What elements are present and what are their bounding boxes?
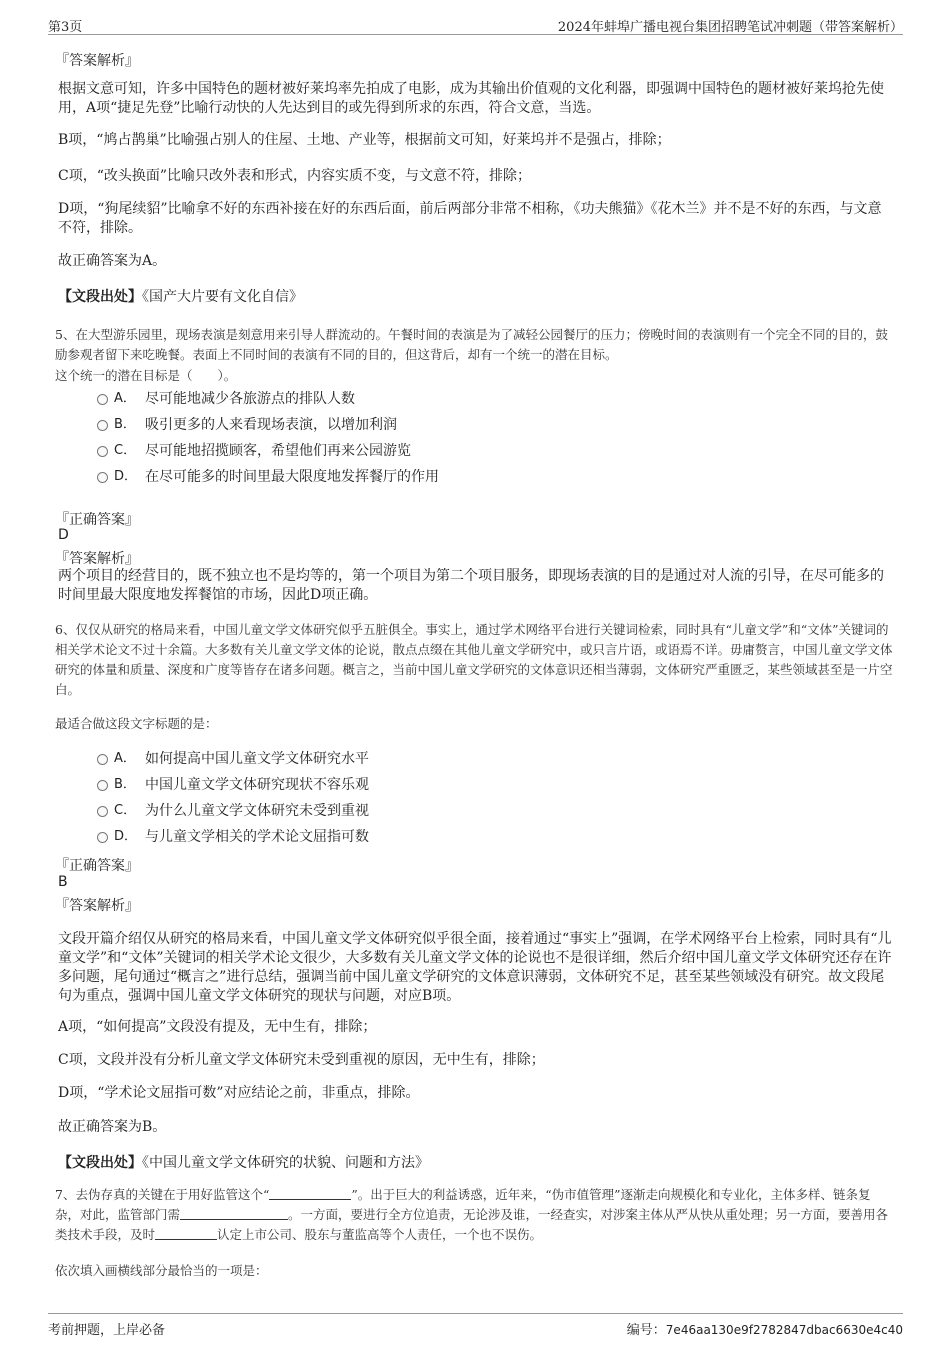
q7-blank-3[interactable] <box>155 1227 217 1240</box>
radio-icon[interactable] <box>97 420 108 431</box>
q4-analysis-p4: D项，“狗尾续貂”比喻拿不好的东西补接在好的东西后面，前后两部分非常不相称，《功夫熊猫》《花木兰》并不是不好的东西，与文意不符，排除。 <box>58 201 882 236</box>
option-letter: D． <box>114 829 138 844</box>
q6-correct-answer: B <box>58 874 68 890</box>
document-title: 2024年蚌埠广播电视台集团招聘笔试冲刺题（带答案解析） <box>557 20 903 35</box>
footer-slogan: 考前押题，上岸必备 <box>48 1323 166 1338</box>
q6-correct-label: 『正确答案』 <box>55 858 139 874</box>
q7-blank-2[interactable] <box>180 1207 288 1220</box>
page-header <box>48 14 903 35</box>
q4-analysis-p1: 根据文意可知，许多中国特色的题材被好莱坞率先拍成了电影，成为其输出价值观的文化利器，即强调中国特色的题材被好莱坞抢先使用，A项“捷足先登”比喻行动快的人先达到目的或先得到所求的东西，符合文意，当选。 <box>58 81 884 116</box>
q4-source-label: 【文段出处】 <box>58 289 142 305</box>
q4-analysis-label: 『答案解析』 <box>55 53 139 69</box>
q5-correct-answer: D <box>58 527 69 543</box>
radio-icon[interactable] <box>97 754 108 765</box>
q6-conclusion: 故正确答案为B。 <box>58 1119 167 1135</box>
q6-source-text: 《中国儿童文学文体研究的状貌、问题和方法》 <box>142 1155 429 1171</box>
q4-analysis-p2: B项，“鸠占鹊巢”比喻强占别人的住屋、土地、产业等，根据前文可知，好莱坞并不是强占，排除； <box>58 132 671 148</box>
option-letter: C． <box>114 443 137 458</box>
option-letter: B． <box>114 417 136 432</box>
radio-icon[interactable] <box>97 472 108 483</box>
footer-code-value: 7e46aa130e9f2782847dbac6630e4c40 <box>665 1323 903 1337</box>
q7-stem-part4: 认定上市公司、股东与董监高等个人责任，一个也不误伤。 <box>217 1227 543 1242</box>
q7-blank-1[interactable] <box>269 1187 351 1200</box>
q5-stem: 5、在大型游乐园里，现场表演是刻意用来引导人群流动的。午餐时间的表演是为了减轻公园餐厅的压力；傍晚时间的表演则有一个完全不同的目的，鼓励参观者留下来吃晚餐。表面上不同时间的表演有不同的目的，但这背后，却有一个统一的潜在目标。 <box>55 327 888 362</box>
q6-analysis-a: A项，“如何提高”文段没有提及，无中生有，排除； <box>58 1019 377 1035</box>
page-number: 第3页 <box>48 20 83 35</box>
page-footer <box>48 1313 903 1338</box>
q4-analysis-p3: C项，“改头换面”比喻只改外表和形式，内容实质不变，与文意不符，排除； <box>58 168 532 184</box>
q6-analysis: 文段开篇介绍仅从研究的格局来看，中国儿童文学文体研究似乎很全面，接着通过“事实上”强调，在学术网络平台上检索，同时具有“儿童文学”和“文体”关键词的相关学术论文很少，大多数有关儿童文学文体的论说也不是很详细，然后介绍中国儿童文学文体研究还存在许多问题，尾句通过“概言之”进行总结，强调当前中国儿童文学研究的文体意识薄弱，文体研究不足，甚至某些领域没有研究。故文段尾句为重点，强调中国儿童文学文体研究的现状与问题，对应B项。 <box>58 931 892 1004</box>
q7-stem-part2: ”。出于巨大的利益诱惑，近年来，“伪市值管理”逐渐走向规模化和专业化，主体多样、链条复杂，对此，监管部门需 <box>55 1187 871 1222</box>
q4-source <box>58 286 303 306</box>
q6-analysis-d: D项，“学术论文屈指可数”对应结论之前，非重点，排除。 <box>58 1085 420 1101</box>
q5-analysis: 两个项目的经营目的，既不独立也不是均等的，第一个项目为第二个项目服务，即现场表演的目的是通过对人流的引导，在尽可能多的时间里最大限度地发挥餐馆的市场，因此D项正确。 <box>58 568 884 603</box>
q7-stem <box>55 1185 895 1245</box>
option-text: 与儿童文学相关的学术论文屈指可数 <box>145 829 369 845</box>
option-letter: A． <box>114 391 136 406</box>
q7-question: 依次填入画横线部分最恰当的一项是： <box>55 1263 268 1278</box>
radio-icon[interactable] <box>97 394 108 405</box>
q7-stem-part1: 7、去伪存真的关键在于用好监管这个“ <box>55 1187 270 1202</box>
q4-conclusion: 故正确答案为A。 <box>58 253 167 269</box>
radio-icon[interactable] <box>97 832 108 843</box>
option-letter: A． <box>114 751 136 766</box>
q6-analysis-c: C项，文段并没有分析儿童文学文体研究未受到重视的原因，无中生有，排除； <box>58 1052 545 1068</box>
option-text: 在尽可能多的时间里最大限度地发挥餐厅的作用 <box>145 469 439 485</box>
radio-icon[interactable] <box>97 446 108 457</box>
q6-source-label: 【文段出处】 <box>58 1155 142 1171</box>
option-text: 尽可能地减少各旅游点的排队人数 <box>145 391 355 407</box>
q6-source <box>58 1152 429 1172</box>
q6-question: 最适合做这段文字标题的是： <box>55 716 218 731</box>
q5-correct-label: 『正确答案』 <box>55 512 139 528</box>
option-letter: D． <box>114 469 138 484</box>
q5-question: 这个统一的潜在目标是（ ）。 <box>55 368 237 383</box>
q5-analysis-label: 『答案解析』 <box>55 551 139 567</box>
option-text: 如何提高中国儿童文学文体研究水平 <box>145 751 369 767</box>
option-text: 中国儿童文学文体研究现状不容乐观 <box>145 777 369 793</box>
q6-analysis-label: 『答案解析』 <box>55 898 139 914</box>
footer-code <box>627 1319 903 1338</box>
option-letter: C． <box>114 803 137 818</box>
q6-stem: 6、仅仅从研究的格局来看，中国儿童文学文体研究似乎五脏俱全。事实上，通过学术网络平台进行关键词检索，同时具有“儿童文学”和“文体”关键词的相关学术论文不过十余篇。大多数有关儿童文学文体的论说，散点点缀在其他儿童文学研究中，或只言片语，或语焉不详。毋庸赘言，中国儿童文学文体研究的体量和质量、深度和广度等皆存在诸多问题。概言之，当前中国儿童文学研究的文体意识还相当薄弱，文体研究严重匮乏，某些领域甚至是一片空白。 <box>55 622 893 697</box>
option-letter: B． <box>114 777 136 792</box>
q7-stem-part3: 。一方面，要进行全方位追责，无论涉及谁，一经查实，对涉案主体从严从快从重处理；另一方面，要善用各类技术手段，及时 <box>55 1207 889 1242</box>
footer-code-label: 编号： <box>626 1323 666 1338</box>
option-text: 吸引更多的人来看现场表演，以增加利润 <box>145 417 397 433</box>
option-text: 为什么儿童文学文体研究未受到重视 <box>145 803 369 819</box>
option-text: 尽可能地招揽顾客，希望他们再来公园游览 <box>145 443 411 459</box>
q4-source-text: 《国产大片要有文化自信》 <box>142 289 303 305</box>
radio-icon[interactable] <box>97 806 108 817</box>
radio-icon[interactable] <box>97 780 108 791</box>
